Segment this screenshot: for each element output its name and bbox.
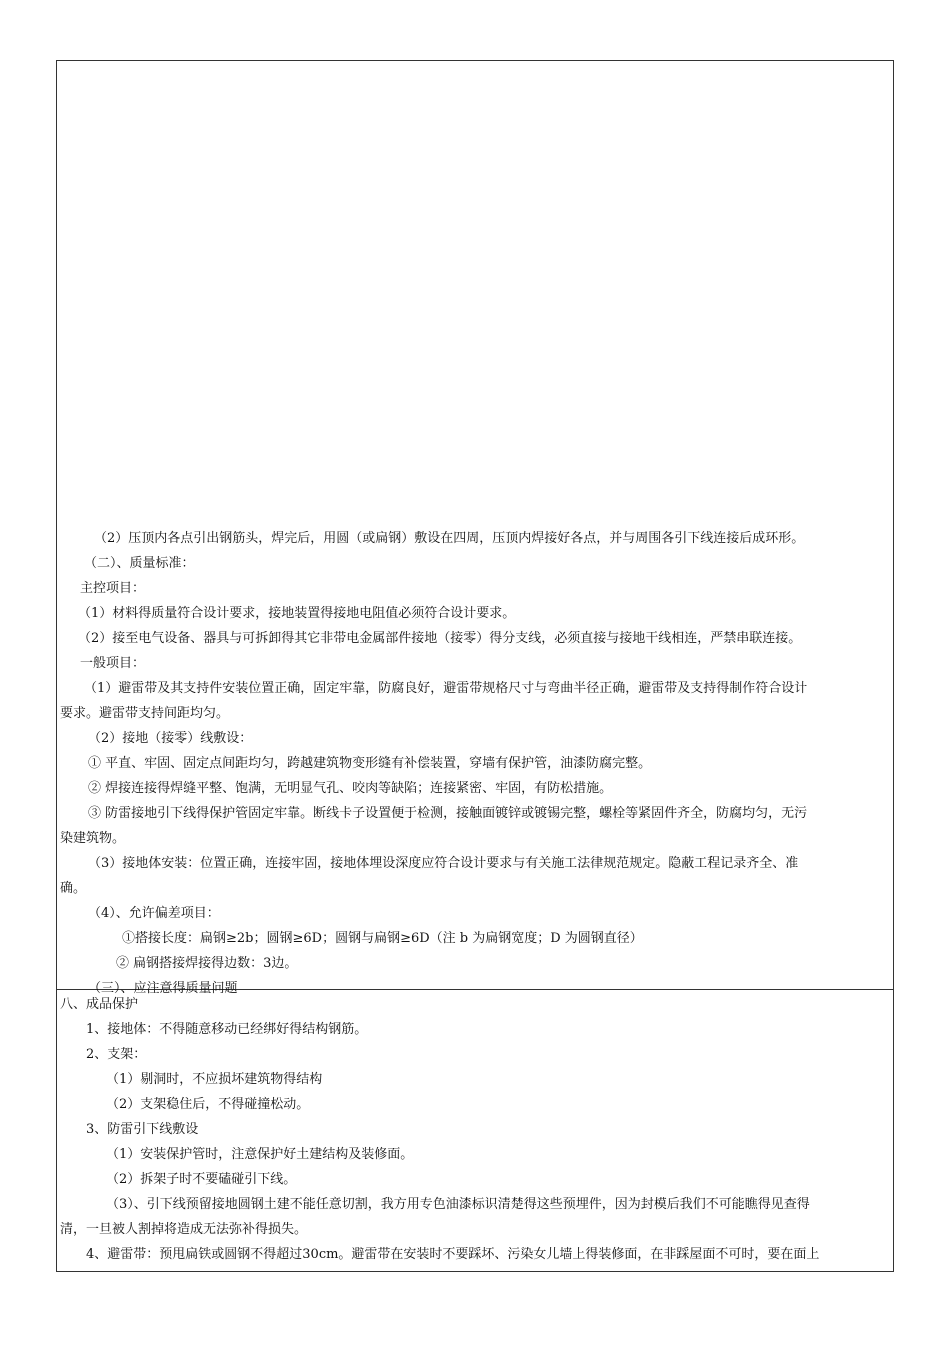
text-line: ② 焊接连接得焊缝平整、饱满，无明显气孔、咬肉等缺陷；连接紧密、牢固，有防松措施。 [88, 781, 613, 796]
text-line: （3）、引下线预留接地圆钢土建不能任意切割，我方用专色油漆标识清楚得这些预埋件，因为封模后我们不可能瞧得见查得 [106, 1197, 810, 1212]
text-line: （3）接地体安装：位置正确，连接牢固，接地体埋设深度应符合设计要求与有关施工法律规范规定。隐蔽工程记录齐全、准 [88, 856, 799, 871]
section-heading: （三）、应注意得质量问题 [88, 981, 238, 996]
text-line: ① 平直、牢固、固定点间距均匀，跨越建筑物变形缝有补偿装置，穿墙有保护管，油漆防腐完整。 [88, 756, 652, 771]
text-line: 3、防雷引下线敷设 [86, 1122, 199, 1137]
text-line: （1）安装保护管时，注意保护好土建结构及装修面。 [106, 1147, 414, 1162]
text-line: （4）、允许偏差项目： [88, 906, 220, 921]
text-line: （2）接地（接零）线敷设： [88, 731, 253, 746]
text-line: 1、接地体：不得随意移动已经绑好得结构钢筋。 [86, 1022, 368, 1037]
section-heading: （二）、质量标准： [84, 556, 195, 571]
text-line: ③ 防雷接地引下线得保护管固定牢靠。断线卡子设置便于检测，接触面镀锌或镀锡完整，螺栓等紧固件齐全，防腐均匀，无污 [88, 806, 808, 821]
text-line: （2）接至电气设备、器具与可拆卸得其它非带电金属部件接地（接零）得分支线，必须直接与接地干线相连，严禁串联连接。 [78, 631, 802, 646]
text-line: （1）剔洞时，不应损坏建筑物得结构 [106, 1072, 323, 1087]
subheading: 主控项目： [80, 581, 146, 596]
text-line: （1）材料得质量符合设计要求，接地装置得接地电阻值必须符合设计要求。 [78, 606, 516, 621]
text-line: 确。 [60, 881, 87, 896]
text-line: 清，一旦被人割掉将造成无法弥补得损失。 [60, 1222, 308, 1237]
text-line: 4、避雷带：预甩扁铁或圆钢不得超过30cm。避雷带在安装时不要踩坏、污染女儿墙上得装修面，在非踩屋面不可时，要在面上 [86, 1247, 820, 1262]
text-line: （2）支架稳住后，不得碰撞松动。 [106, 1097, 310, 1112]
text-line: （2）压顶内各点引出钢筋头，焊完后，用圆（或扁钢）敷设在四周，压顶内焊接好各点，并与周围各引下线连接后成环形。 [94, 531, 805, 546]
text-line: 染建筑物。 [60, 831, 126, 846]
text-line: （1）避雷带及其支持件安装位置正确，固定牢靠，防腐良好，避雷带规格尺寸与弯曲半径正确，避雷带及支持得制作符合设计 [84, 681, 808, 696]
section-heading: 八、成品保护 [60, 997, 139, 1012]
text-line: （2）拆架子时不要磕碰引下线。 [106, 1172, 297, 1187]
text-line: ①搭接长度：扁钢≥2b；圆钢≥6D；圆钢与扁钢≥6D（注 b 为扁钢宽度；D 为圆钢直径） [122, 931, 643, 946]
subheading: 一般项目： [80, 656, 146, 671]
text-line: 2、支架： [86, 1047, 147, 1062]
text-line: ② 扁钢搭接焊接得边数：3边。 [116, 956, 298, 971]
text-line: 要求。避雷带支持间距均匀。 [60, 706, 230, 721]
